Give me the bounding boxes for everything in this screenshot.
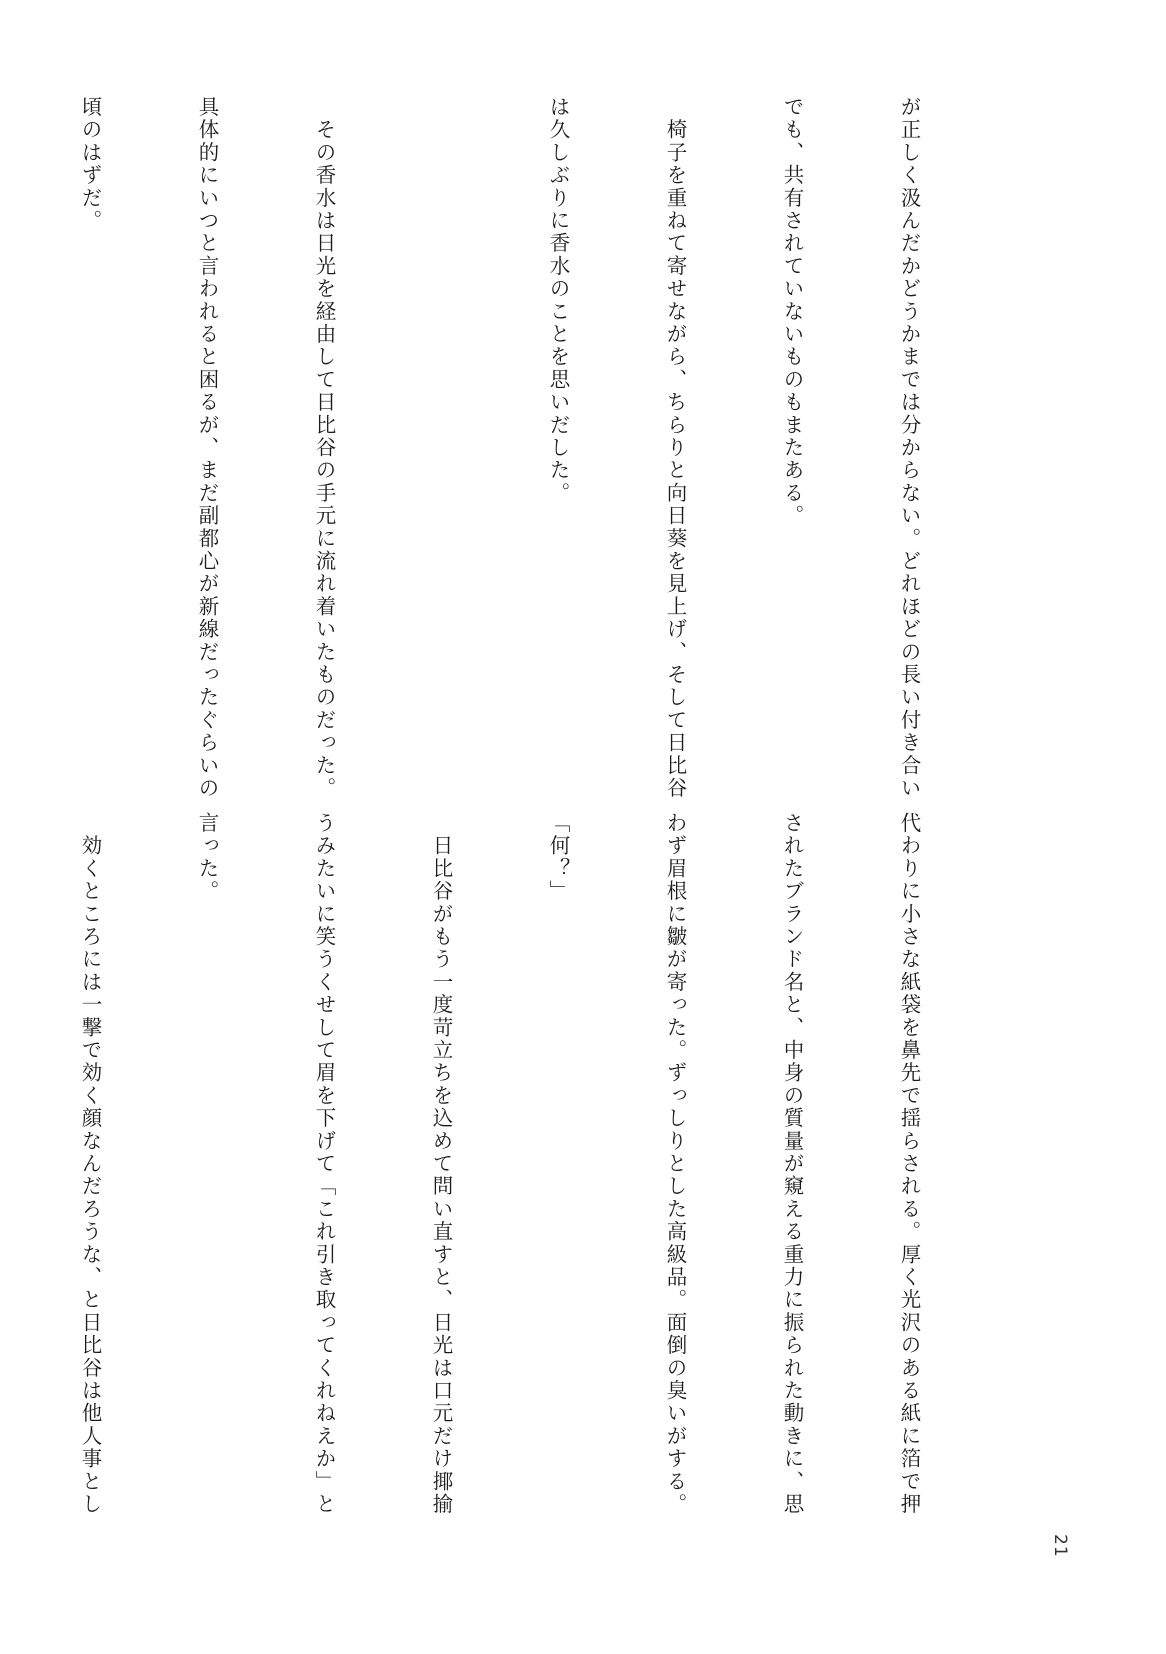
bottom-text-block — [0, 812, 1006, 1532]
text-column: 椅子を重ねて寄せながら、ちらりと向日葵を見上げ、そして日比谷 — [663, 96, 687, 800]
text-column: 具体的にいつと言われると困るが、まだ副都心が新線だったぐらいの — [195, 96, 219, 800]
text-column: 「何？」 — [546, 812, 570, 903]
text-column: 効くところには一撃で効く顔なんだろうな、と日比谷は他人事とし — [78, 812, 102, 1516]
text-column: わず眉根に皺が寄った。ずっしりとした高級品。面倒の臭いがする。 — [663, 812, 687, 1516]
top-text-block — [0, 96, 1006, 800]
text-column: は久しぶりに香水のことを思いだした。 — [546, 96, 570, 505]
text-column: されたブランド名と、中身の質量が窺える重力に振られた動きに、思 — [780, 812, 804, 1516]
text-column: 言った。 — [195, 812, 219, 903]
text-column: 日比谷がもう一度苛立ちを込めて問い直すと、日光は口元だけ揶揄 — [429, 812, 453, 1516]
text-column: うみたいに笑うくせして眉を下げて「これ引き取ってくれねえか」と — [312, 812, 336, 1516]
text-column: 代わりに小さな紙袋を鼻先で揺らされる。厚く光沢のある紙に箔で押 — [897, 812, 921, 1516]
page-number: 21 — [1050, 1534, 1070, 1558]
text-column: 頃のはずだ。 — [78, 96, 102, 233]
text-column: が正しく汲んだかどうかまでは分からない。どれほどの長い付き合い — [897, 96, 921, 800]
text-column: でも、共有されていないものもまたある。 — [780, 96, 804, 528]
blank-column — [421, 96, 460, 796]
text-column: その香水は日光を経由して日比谷の手元に流れ着いたものだった。 — [312, 96, 336, 800]
